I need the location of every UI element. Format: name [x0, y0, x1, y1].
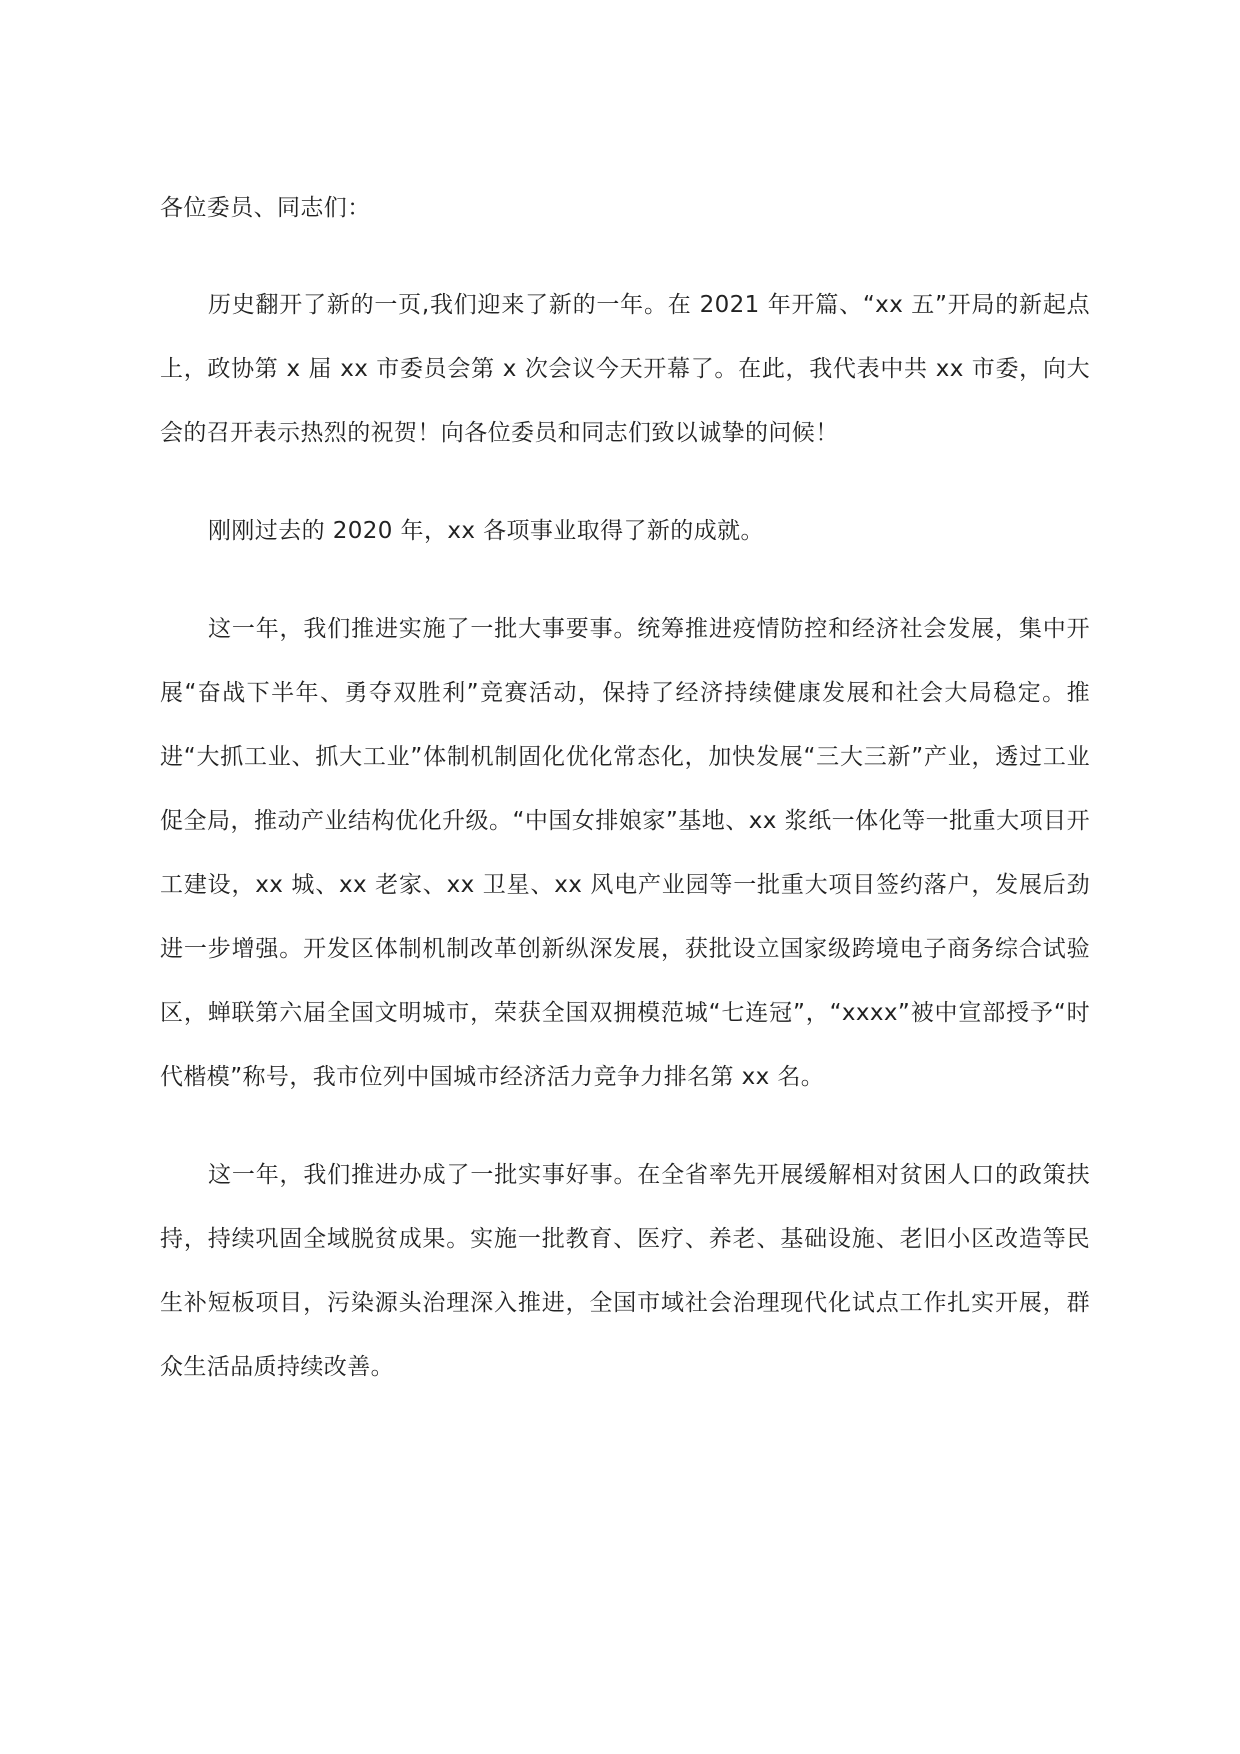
paragraph-livelihood-projects: 这一年，我们推进办成了一批实事好事。在全省率先开展缓解相对贫困人口的政策扶持，持续巩固全域脱贫成果。实施一批教育、医疗、养老、基础设施、老旧小区改造等民生补短板项目，污染源头治理深入推进，全国市域社会治理现代化试点工作扎实开展，群众生活品质持续改善。 [160, 1162, 1090, 1380]
salutation: 各位委员、同志们： [160, 195, 371, 221]
paragraph-new-year-opening: 历史翻开了新的一页,我们迎来了新的一年。在 2021 年开篇、“xx 五”开局的新起点上，政协第 x 届 xx 市委员会第 x 次会议今天开幕了。在此，我代表中共 xx 市委，向大会的召开表示热烈的祝贺！向各位委员和同志们致以诚挚的问候！ [160, 292, 1090, 446]
document-body [160, 176, 1090, 1399]
paragraph-major-projects: 这一年，我们推进实施了一批大事要事。统筹推进疫情防控和经济社会发展，集中开展“奋战下半年、勇夺双胜利”竞赛活动，保持了经济持续健康发展和社会大局稳定。推进“大抓工业、抓大工业”体制机制固化优化常态化，加快发展“三大三新”产业，透过工业促全局，推动产业结构优化升级。“中国女排娘家”基地、xx 浆纸一体化等一批重大项目开工建设，xx 城、xx 老家、xx 卫星、xx 风电产业园等一批重大项目签约落户，发展后劲进一步增强。开发区体制机制改革创新纵深发展，获批设立国家级跨境电子商务综合试验区，蝉联第六届全国文明城市，荣获全国双拥模范城“七连冠”，“xxxx”被中宣部授予“时代楷模”称号，我市位列中国城市经济活力竞争力排名第 xx 名。 [160, 616, 1090, 1090]
paragraph-2020-summary: 刚刚过去的 2020 年，xx 各项事业取得了新的成就。 [208, 518, 764, 544]
